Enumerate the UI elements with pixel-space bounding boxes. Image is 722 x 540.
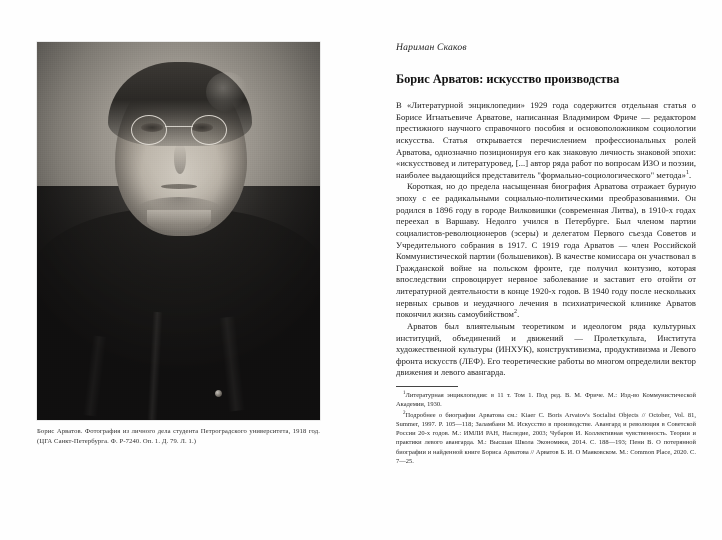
paragraph-2: Короткая, но до предела насыщенная биография Арватова отражает бурную эпоху с ее радикальными социально-политическими преобразованиями. Он родился в 1896 году в городе Вилковишки (современная Литва), в 1910-х годах переехал в Варшаву. Недолго учился в Петербурге. Был членом партии социалистов-революционеров (эсеры) и делегатом Первого съезда Советов и Учредительного собрания в 1917. С 1919 года Арватов — член Российской Коммунистической партии (большевиков). В качестве комиссара он участвовал в Гражданской войне на польском фронте, где получил контузию, которая впоследствии спровоцирует нервное заболевание и заставит его отойти от литературной деятельности в конце 1920-х годов. В 1940 году после нескольких нервных срывов и неудачного лечения в психиатрической клинике Арватов покончил жизнь самоубийством$^2$. [396,181,696,320]
footnote-2 [396,411,696,467]
footnote-2-text: Подробнее о биографии Арватова см.: Kiaer C. Boris Arvatov's Socialist Objects // October, Vol. 81, Summer, 1997. P. 105—118; Заламбани М. Искусство в производстве. Авангард и революция в Советской России 20-х годов. М.: ИМЛИ РАН, Наследие, 2003; Чубаров И. Коллективная чувственность. Теории и практики левого авангарда. М.: Высшая Школа Экономики, 2014. С. 188—193; Пени В. О потерянной биографии и найденной книге Бориса Арватова // Арватов Б. И. О Маяковском. М.: Common Place, 2020. С. 7—25. [396,411,696,465]
footnote-1 [396,391,696,410]
paragraph-1-text: В «Литературной энциклопедии» 1929 года содержится отдельная статья о Борисе Игнатьевиче Арватове, написанная Владимиром Фриче — редактором престижного научного справочного пособия и основоположником социологии искусства. Статья открывается перечислением профессиональных ролей Арватова, однозначно позиционируя его как знаковую личность знаковой эпохи: «искусствовед и литературовед, [...] автор ряда работ по вопросам ИЗО и поэзии, наиболее выдающийся представитель "формально-социологического" метода» [396,100,696,180]
photo-film-grain [37,42,320,420]
article-body [396,100,696,379]
footnotes-block [396,391,696,466]
footnote-1-text: Литературная энциклопедия: в 11 т. Том 1. Под ред. В. М. Фриче. М.: Изд-во Коммунистической Академии, 1930. [396,392,696,409]
portrait-photograph [37,42,320,420]
paragraph-3 [396,321,696,379]
paragraph-3-text: Арватов был влиятельным теоретиком и идеологом ряда культурных институций, объединений и движений — Пролеткульта, Института художественной культуры (ИНХУК), конструктивизма, продуктивизма и Левого фронта искусств (ЛЕФ). Его теоретические работы во многом определили вектор движения и левого авангарда. [396,320,696,378]
paragraph-2-text: Короткая, но до предела насыщенная биография Арватова отражает бурную эпоху с ее радикальными социально-политическими преобразованиями. Он родился в 1896 году в городе Вилковишки (современная Литва), в 1910-х годах переехал в Варшаву. Недолго учился в Петербурге. Был членом партии социалистов-революционеров (эсеры) и делегатом Первого съезда Советов и Учредительного собрания в 1917. С 1919 года Арватов — член Российской Коммунистической партии (большевиков). В качестве комиссара он участвовал в Гражданской войне на польском фронте, где получил контузию, которая впоследствии спровоцирует нервное заболевание и заставит его отойти от литературной деятельности в конце 1920-х годов. В 1940 году после нескольких нервных срывов и неудачного лечения в психиатрической клинике Арватов покончил жизнь самоубийством [396,181,696,320]
figure-caption: Борис Арватов. Фотография из личного дела студента Петроградского университета, 1918 год. (ЦГА Санкт-Петербурга. Ф. Р-7240. Оп. 1. Д. 79. Л. 1.) [37,428,320,445]
figure-block [37,42,320,446]
footnote-ref-1[interactable]: 1 [685,169,689,176]
article-title: Борис Арватов: искусство производства [396,72,620,86]
footnote-ref-2[interactable]: 2 [514,309,518,316]
footnote-1-number: 1 [403,390,406,396]
footnote-separator-rule [396,386,458,387]
article-column [396,42,696,467]
article-author: Нариман Скаков [396,42,467,53]
footnote-2-number: 2 [403,410,406,416]
paragraph-1: В «Литературной энциклопедии» 1929 года содержится отдельная статья о Борисе Игнатьевиче Арватове, написанная Владимиром Фриче — редактором престижного научного справочного пособия и основоположником социологии искусства. Статья открывается перечислением профессиональных ролей Арватова, однозначно позиционируя его как знаковую личность знаковой эпохи: «искусствовед и литературовед, [...] автор ряда работ по вопросам ИЗО и поэзии, наиболее выдающийся представитель "формально-социологического" метода»$^1$. [396,100,696,180]
